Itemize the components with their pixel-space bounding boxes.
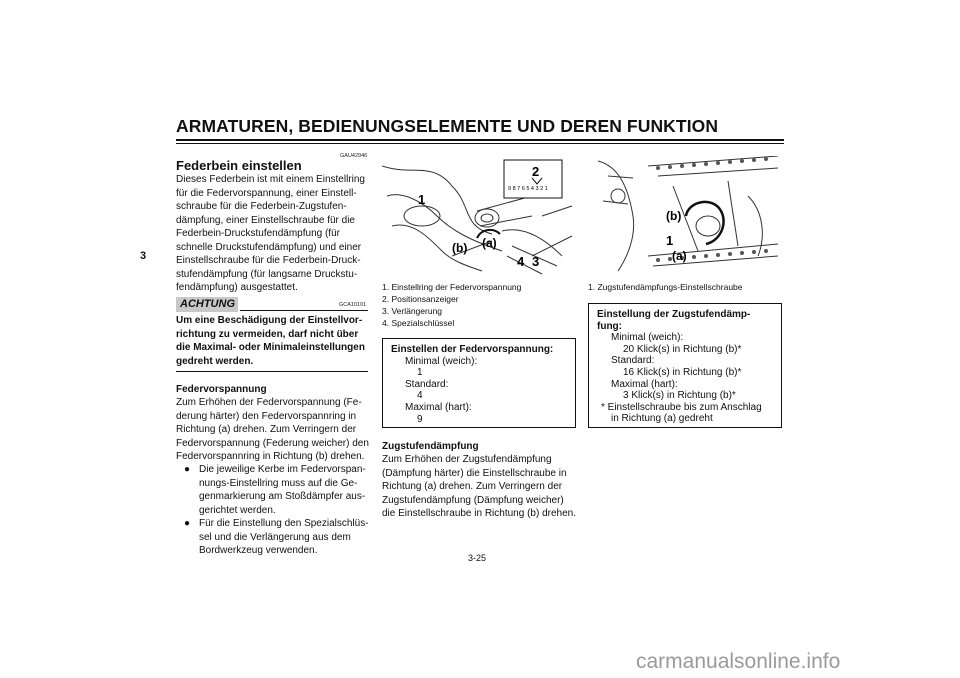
caution-rule — [240, 310, 368, 311]
bullet-item-1: Die jeweilige Kerbe im Federvorspan- nungs-Einstellring muss auf die Ge- genmarkierung am Stoßdämpfer aus- gerichtet werden. — [199, 464, 366, 516]
callout-4: 4 — [517, 254, 525, 269]
preload-spec-box: Einstellen der Federvorspannung: Minimal (weich): 1 Standard: 4 Maximal (hart): 9 — [382, 338, 576, 428]
callout-2: 2 — [532, 164, 540, 179]
rebound-adjuster-figure — [588, 156, 782, 276]
caution-end-rule — [176, 371, 368, 372]
caution-code: GCA10101 — [339, 302, 367, 308]
title-rule — [176, 139, 784, 141]
title-rule-thin — [176, 143, 784, 144]
rebound-spec-box: Einstellung der Zugstufendämp- fung: Minimal (weich): 20 Klick(s) in Richtung (b)* Standard: 16 Klick(s) in Richtung (b)* Maximal (hart): 3 Klick(s) in Richtung (b)* * Einstellschraube bis zum Anschlag in Richtung (a) gedreht — [588, 303, 782, 428]
bullet-icon: ● — [184, 464, 191, 475]
direction-b-label: (b) — [666, 209, 682, 223]
preload-adjuster-figure — [382, 156, 576, 276]
callout-3: 3 — [532, 254, 540, 269]
callout-1: 1 — [418, 192, 426, 207]
page-number: 3-25 — [468, 553, 487, 563]
watermark: carmanualsonline.info — [636, 650, 841, 673]
caution-text: Um eine Beschädigung der Einstellvor- richtung zu vermeiden, darf nicht über die Maximal- oder Minimaleinstellungen gedreht werden. — [176, 315, 365, 367]
direction-b-label: (b) — [452, 241, 468, 255]
preload-text: Zum Erhöhen der Federvorspannung (Fe- derung härter) den Federvorspannring in Richtung (a) drehen. Zum Verringern der Federvorspannung (Federung weicher) den Federvorspannring in Richtung (b) drehen. — [176, 397, 369, 462]
chapter-number: 3 — [139, 250, 147, 262]
callout-1: 1 — [666, 233, 674, 248]
section-title: Federbein einstellen — [176, 158, 302, 173]
rebound-heading: Zugstufendämpfung — [382, 441, 479, 452]
figure1-captions: 1. Einstellring der Federvorspannung 2. Positionsanzeiger 3. Verlängerung 4. Spezialschlüssel — [382, 282, 522, 328]
caution-badge: ACHTUNG — [176, 297, 238, 312]
direction-a-label: (a) — [482, 236, 497, 250]
section-code: GAU42946 — [340, 153, 368, 159]
bullet-item-2: Für die Einstellung den Spezialschlüs- sel und die Verlängerung aus dem Bordwerkzeug verwenden. — [199, 518, 369, 556]
bullet-icon: ● — [184, 518, 191, 529]
preload-heading: Federvorspannung — [176, 384, 267, 395]
rebound-text: Zum Erhöhen der Zugstufendämpfung (Dämpfung härter) die Einstellschraube in Richtung (a) drehen. Zum Verringern der Zugstufendämpfung (Dämpfung weicher) die Einstellschraube in Richtung (b) drehen. — [382, 454, 576, 519]
direction-a-label: (a) — [672, 249, 687, 263]
section-intro: Dieses Federbein ist mit einem Einstellring für die Federvorspannung, einer Einstell- schraube für die Federbein-Zugstufen- dämpfung, einer Einstellschraube für die Federbein-Druckstufendämpfung (für schnelle Druckstufendämpfung) und einer Einstellschraube für die Federbein-Druck- stufendämpfung (für langsame Druckstu- fendämpfung) ausgestattet. — [176, 174, 365, 293]
scale-label: 9 8 7 6 5 4 3 2 1 — [508, 186, 548, 192]
figure2-caption: 1. Zugstufendämpfungs-Einstellschraube — [588, 282, 743, 292]
page-title: ARMATUREN, BEDIENUNGSELEMENTE UND DEREN FUNKTION — [176, 116, 719, 136]
